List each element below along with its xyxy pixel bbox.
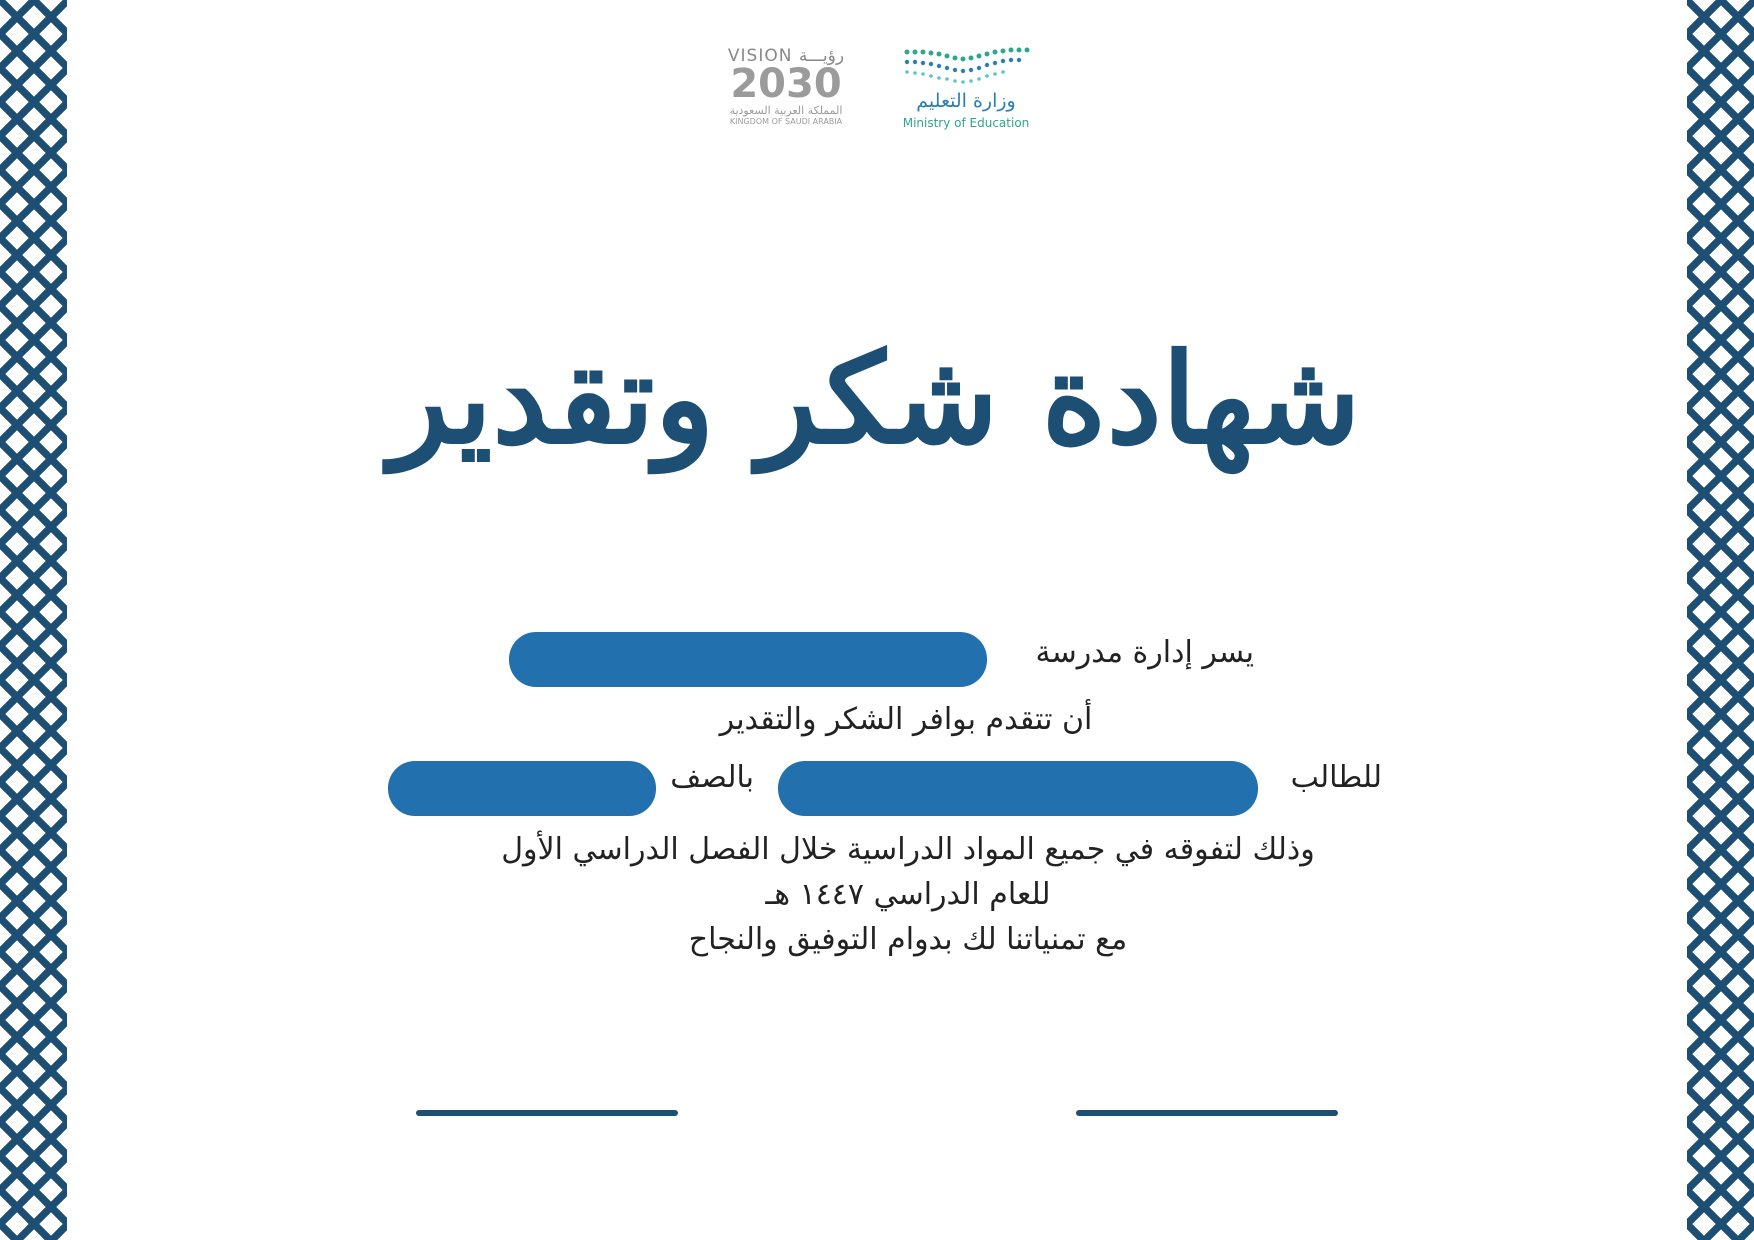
wishes-line: مع تمنياتنا لك بدوام التوفيق والنجاح: [688, 922, 1128, 957]
academic-year-line: للعام الدراسي ١٤٤٧ هـ: [765, 877, 1051, 912]
certificate-title: [370, 250, 1380, 550]
ministry-name-ar: وزارة التعليم: [916, 90, 1016, 112]
vision-kingdom-ar: المملكة العربية السعودية: [729, 104, 843, 117]
vision-label: VISION رؤيـــة: [727, 46, 845, 66]
school-line-label: يسر إدارة مدرسة: [1035, 635, 1254, 670]
thanks-line: أن تتقدم بوافر الشكر والتقدير: [719, 702, 1093, 737]
header-logos: [0, 46, 1754, 146]
student-name-field[interactable]: [778, 761, 1258, 816]
vision-year: 2030: [730, 61, 842, 107]
school-name-field[interactable]: [509, 632, 987, 687]
signature-line-left: [416, 1110, 678, 1116]
ministry-name-en: Ministry of Education: [902, 116, 1030, 130]
certificate-title-text: شهادة شكر وتقدير: [389, 327, 1361, 472]
ministry-of-education-logo: [896, 46, 1036, 130]
vision-2030-logo: [716, 46, 856, 126]
moe-dots-icon: [901, 46, 1031, 86]
decorative-border-left: [0, 0, 67, 1240]
class-label: بالصف: [670, 760, 754, 795]
vision-kingdom-en: KINGDOM OF SAUDI ARABIA: [729, 117, 843, 126]
signature-line-right: [1076, 1110, 1338, 1116]
decorative-border-right: [1687, 0, 1754, 1240]
class-field[interactable]: [388, 761, 656, 816]
excellence-line: وذلك لتفوقه في جميع المواد الدراسية خلال الفصل الدراسي الأول: [501, 832, 1315, 867]
student-label: للطالب: [1290, 760, 1382, 795]
